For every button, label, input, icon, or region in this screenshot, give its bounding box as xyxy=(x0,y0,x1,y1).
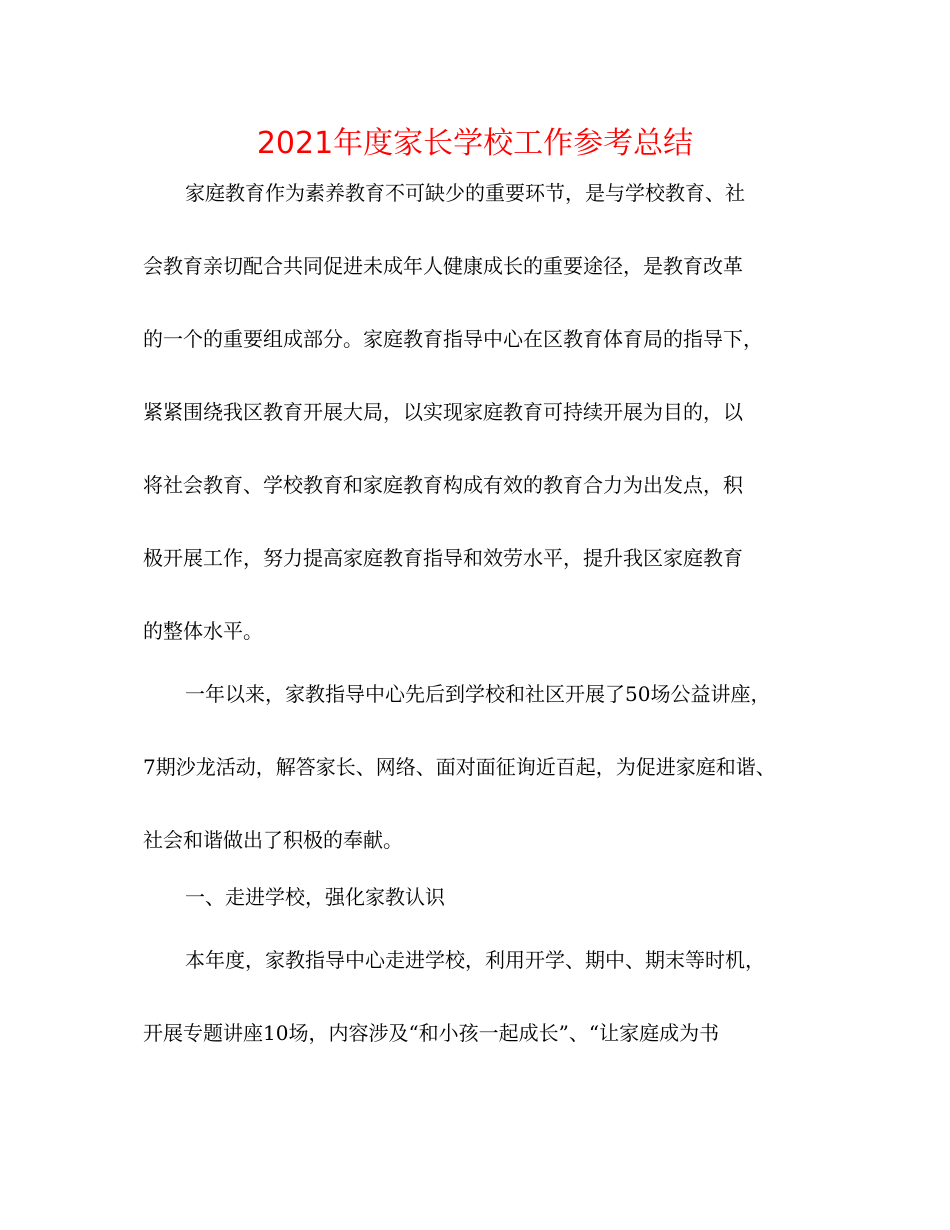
paragraph-line: 的整体水平。 xyxy=(143,619,263,643)
paragraph-line: 将社会教育、学校教育和家庭教育构成有效的教育合力为出发点，积 xyxy=(143,473,743,497)
document-title: 2021年度家长学校工作参考总结 xyxy=(256,126,694,161)
paragraph-line: 会教育亲切配合共同促进未成年人健康成长的重要途径，是教育改革 xyxy=(143,254,743,278)
section-heading: 一、走进学校，强化家教认识 xyxy=(185,885,445,909)
paragraph-line: 家庭教育作为素养教育不可缺少的重要环节，是与学校教育、社 xyxy=(185,181,745,205)
paragraph-line: 开展专题讲座10场，内容涉及“和小孩一起成长”、“让家庭成为书 xyxy=(143,1021,720,1045)
paragraph-line: 本年度，家教指导中心走进学校，利用开学、期中、期末等时机， xyxy=(185,948,765,972)
paragraph-line: 紧紧围绕我区教育开展大局，以实现家庭教育可持续开展为目的，以 xyxy=(143,400,743,424)
paragraph-line: 一年以来，家教指导中心先后到学校和社区开展了50场公益讲座， xyxy=(185,682,771,706)
paragraph-line: 的一个的重要组成部分。家庭教育指导中心在区教育体育局的指导下， xyxy=(143,327,763,351)
paragraph-line: 社会和谐做出了积极的奉献。 xyxy=(143,828,403,852)
paragraph-line: 7期沙龙活动，解答家长、网络、面对面征询近百起，为促进家庭和谐、 xyxy=(143,755,776,779)
paragraph-line: 极开展工作，努力提高家庭教育指导和效劳水平，提升我区家庭教育 xyxy=(143,546,743,570)
